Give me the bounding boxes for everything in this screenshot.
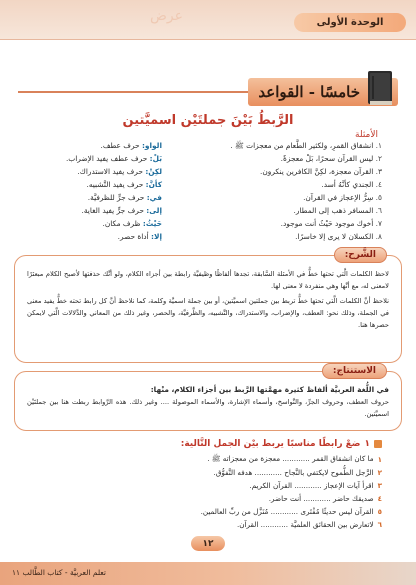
- explanation-panel: [14, 250, 402, 363]
- explanation-title: الشَّرح:: [334, 247, 387, 263]
- exercise-item: [52, 505, 382, 518]
- example-row: [34, 192, 382, 205]
- header-watermark: عرض: [150, 8, 184, 24]
- footer-text: تعلم العربيَّة - كتاب الطَّالب ١١: [12, 568, 107, 577]
- example-row: [34, 166, 382, 179]
- conclusion-title: الاستنتاج:: [322, 363, 387, 379]
- example-number: ٥.: [375, 193, 382, 202]
- example-note: حرف عطف.: [100, 141, 140, 150]
- example-text: الكسلان لا يرى إلا خاسرًا.: [295, 232, 374, 241]
- examples-label: الأمثلة: [355, 130, 378, 140]
- example-particle: حَيْثُ:: [142, 219, 162, 228]
- example-particle: إلى:: [146, 206, 162, 215]
- example-number: ٢.: [375, 154, 382, 163]
- exercise-heading: [181, 439, 382, 449]
- exercise-item-number: ٢: [377, 468, 382, 477]
- unit-label: الوحدة الأولى: [294, 13, 406, 32]
- exercise-item-number: ٦: [377, 520, 382, 529]
- example-text: انشقاق القمرِ، ولكثير الطَّعام من معجزات ﷺ .: [230, 141, 374, 150]
- example-text: القرآن معجزة، لكِنَّ الكافرين ينكرون.: [259, 167, 374, 176]
- exercise-item-text: لاتعارض بين الحقائق العلميَّة ............ القرآن.: [237, 520, 374, 529]
- exercise-item: [52, 466, 382, 479]
- example-text: الجندي كأنَّهُ أسد.: [321, 180, 374, 189]
- example-text: ليس القرآن سحرًا، بَلْ معجزةٌ.: [280, 154, 374, 163]
- exercise-item-text: القرآن ليس حديثًا مُفْتَرى ............ مُنَزَّل من ربِّ العالمين.: [200, 507, 374, 516]
- exercise-item-text: الرَّجل الطُّموح لايكتفي بالنَّجاح ............ هدفه التَّفوُّق.: [213, 468, 374, 477]
- example-particle: لكِنْ:: [145, 167, 162, 176]
- example-note: حرف عطف يفيد الإضراب.: [65, 154, 148, 163]
- example-row: [34, 140, 382, 153]
- example-particle: في:: [146, 193, 162, 202]
- example-number: ٣.: [375, 167, 382, 176]
- square-bullet-icon: [374, 440, 382, 448]
- example-number: ٨.: [375, 232, 382, 241]
- exercise-item: [52, 518, 382, 531]
- book-icon: [364, 68, 396, 108]
- conclusion-body: حروف العطف، وحروف الجرِّ، والنَّواسخ، وأسماء الإشارة، والأسماء الموصولة .... وغير ذلك. هذه الرَّوابط ربطت هنا بين جملتَيْن اسميَّتين.: [27, 398, 389, 418]
- explanation-paragraph: نلاحظ أنَّ الكلمات الَّتي تحتها خطٌّ تربط بين جملتين اسميَّتين، أو بين جملة اسميَّة وكلمة، كما نلاحظ أنَّ كل رابط تحته خطٌّ يفيد معنى في الجملة، وذلك نحو: العطف، والإضراب، والاستدراك، والتَّشبيه، والظَّرفيَّة، والحصر، وغير ذلك من المعاني والدَّلالات الَّتي لايمكن حصرها هنا.: [27, 297, 389, 329]
- example-row: [34, 179, 382, 192]
- example-note: ظرف مكان.: [102, 219, 141, 228]
- exercise-item: [52, 453, 382, 466]
- explanation-paragraph: لاحظ الكلمات الَّتي تحتها خطٌّ في الأمثلة السَّابقة، تجدها ألفاظًا وظيفيَّة رابطة بين أجزاء الكلام، ولو أنَّك حذفتها لأصبح الكلام مبعثرًا لامعنى له، مع أنَّها وهي منفردة لا معنى لها.: [27, 270, 389, 290]
- section-bar: [18, 74, 398, 110]
- exercise-item: [52, 479, 382, 492]
- exercise-number: ١: [364, 439, 370, 449]
- example-row: [34, 231, 382, 244]
- example-text: المسافر ذهب إلى المطار.: [293, 206, 374, 215]
- example-row: [34, 153, 382, 166]
- conclusion-lead: في اللُّغة العربيَّة ألفاظ كثيرة مهمَّتها الرَّبط بين أجزاء الكلام، منْها:: [150, 385, 389, 394]
- example-note: أداة حصر.: [117, 232, 149, 241]
- exercise-list: [52, 453, 382, 531]
- example-row: [34, 205, 382, 218]
- example-note: حرف جرٍّ للظرفيَّة.: [87, 193, 145, 202]
- example-row: [34, 218, 382, 231]
- example-note: حرف جرٍّ يفيد الغاية.: [81, 206, 144, 215]
- exercise-item-text: ما كان انشقاق القمر ............ معجزة من معجزاته ﷺ .: [207, 454, 374, 463]
- exercise-item-number: ١: [377, 455, 382, 464]
- example-particle: إلا:: [151, 232, 162, 241]
- exercise-item-number: ٤: [377, 494, 382, 503]
- example-particle: بَلْ:: [149, 154, 162, 163]
- example-particle: الواو:: [141, 141, 162, 150]
- example-note: حرف يفيد التَّشبيه.: [86, 180, 144, 189]
- section-divider: [18, 91, 268, 93]
- exercise-item-text: اقرأ آيات الإعجاز ............ القرآن الكريم.: [249, 481, 374, 490]
- exercise-item: [52, 492, 382, 505]
- example-particle: كأنَّ:: [145, 180, 162, 189]
- exercise-title: ضعْ رابطًا مناسبًا يربط بيْن الجمل التَّالية:: [180, 439, 361, 449]
- examples-list: [34, 140, 382, 244]
- exercise-item-number: ٥: [377, 507, 382, 516]
- section-title-text: خامسًا - القواعد: [258, 83, 360, 101]
- exercise-item-text: صديقك حاضر ............ أنت حاضر.: [268, 494, 374, 503]
- example-text: أخوك موجود حَيْثُ أنت موجود.: [280, 219, 374, 228]
- lesson-title: الرَّبطُ بَيْنَ جملتَيْن اسميَّتين: [122, 113, 294, 128]
- example-number: ٦.: [375, 206, 382, 215]
- example-number: ١.: [375, 141, 382, 150]
- exercise-item-number: ٣: [377, 481, 382, 490]
- example-text: سِرُّ الإعجاز في القرآن.: [303, 193, 374, 202]
- example-number: ٤.: [375, 180, 382, 189]
- conclusion-panel: [14, 366, 402, 431]
- page-number: ١٢: [191, 536, 225, 551]
- example-note: حرف يفيد الاستدراك.: [77, 167, 143, 176]
- header-band: [0, 0, 416, 40]
- example-number: ٧.: [375, 219, 382, 228]
- footer-band: [0, 562, 416, 585]
